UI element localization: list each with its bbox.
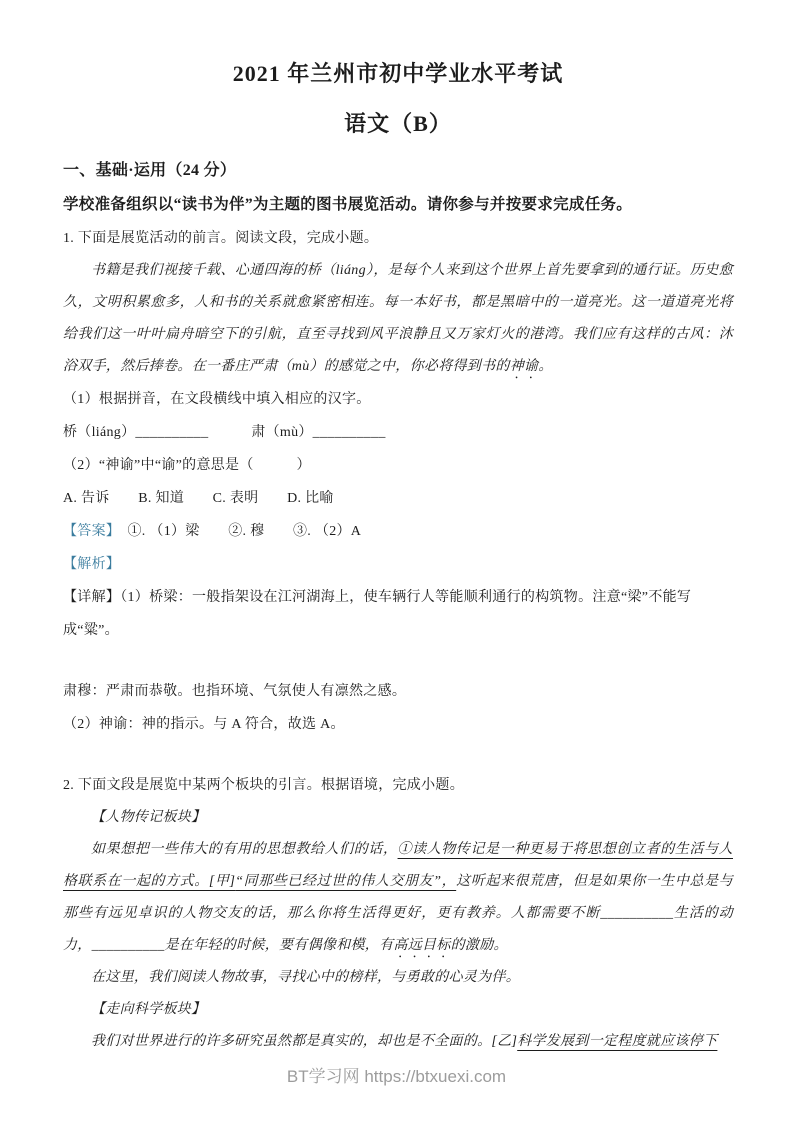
text-segment: （2）神谕：神的指示。与 A 符合，故选 A。 [63, 717, 345, 732]
text-segment: 【详解】（1）桥梁：一般指架设在江河湖海上，使车辆行人等能顺利通行的构筑物。注意“梁”不能写成“粱”。 [63, 590, 692, 638]
question-1-sub1 [63, 383, 733, 416]
question-1-sub2 [63, 449, 733, 482]
question-1-stem [63, 222, 733, 255]
document-title: 2021 年兰州市初中学业水平考试 [232, 61, 564, 86]
question-2-stem [63, 769, 733, 802]
text-segment: 学校准备组织以“读书为伴”为主题的图书展览活动。请你参与并按要求完成任务。 [63, 196, 633, 213]
text-segment: 在这里，我们阅读人物故事，寻找心中的榜样，与勇敢的心灵为伴。 [91, 970, 520, 985]
text-segment: 一、基础·运用（24 分） [63, 162, 237, 179]
science-section-title [63, 994, 733, 1026]
biography-closing-line [63, 962, 733, 994]
analysis-label-line [63, 548, 733, 581]
text-segment: 桥（liáng）__________ 肃（mù）__________ [63, 425, 386, 440]
text-segment: 生活的动力， [63, 906, 733, 953]
document-blocks [63, 154, 733, 1058]
watermark-footer: BT学习网 https://btxuexi.com [286, 1067, 507, 1086]
biography-section-title [63, 802, 733, 834]
text-segment: 2. 下面文段是展览中某两个板块的引言。根据语境，完成小题。 [63, 778, 464, 793]
answer-line [63, 515, 733, 548]
choice-options-line [63, 482, 733, 515]
text-segment: 是在年轻的时候，要有偶像和模，有 [164, 938, 394, 953]
detail-explanation-1 [63, 581, 733, 647]
text-segment: 我们对世界进行的许多研究虽然都是真实的，却也是不全面的。[乙] [91, 1034, 518, 1049]
text-segment: __________ [91, 938, 165, 953]
text-segment: 如果想把一些伟大的有用的思想教给人们的话， [91, 842, 398, 857]
text-segment: （2）“神谕”中“谕”的意思是（ ） [63, 458, 311, 473]
task-intro [63, 188, 733, 222]
text-segment: 书籍是我们视接千载、心通四海的桥（liáng），是每个人来到这个世界上首先要拿到的通行证。历史愈久，文明积累愈多，人和书的关系就愈紧密相连。每一本好书，都是黑暗中的一道亮光。这一道道亮光将给我们这一叶叶扁舟暗空下的引航，直至寻找到风平浪静且又万家灯火的港湾。我们应有这样的古风：沐浴双手，然后捧卷。在一番庄严肃（mù）的感觉之中，你必将得到书的 [63, 263, 733, 374]
detail-explanation-3 [63, 708, 733, 741]
colored-label: 【解析】 [63, 557, 121, 572]
text-segment: A. 告诉 B. 知道 C. 表明 D. 比喻 [63, 491, 334, 506]
text-segment: 【人物传记板块】 [91, 810, 206, 825]
text-segment: 肃穆：严肃而恭敬。也指环境、气氛使人有凛然之感。 [63, 684, 407, 699]
emphasized-text: 高远目标 [393, 938, 451, 953]
underlined-text: 科学发展到一定程度就应该停下 [517, 1034, 718, 1049]
text-segment: 。 [538, 359, 553, 374]
text-segment: 1. 下面是展览活动的前言。阅读文段，完成小题。 [63, 231, 379, 246]
science-passage [63, 1026, 733, 1058]
text-segment: （1）根据拼音，在文段横线中填入相应的汉字。 [63, 392, 371, 407]
question-1-passage [63, 255, 733, 383]
text-segment: ①. （1）梁 ②. 穆 ③. （2）A [113, 524, 362, 539]
detail-explanation-2 [63, 675, 733, 708]
section-heading [63, 154, 733, 188]
text-segment: 的激励。 [450, 938, 508, 953]
text-segment: 这听起来很荒唐，但是如果你一生中总是与那些有远见卓识的人物交友的话，那么你将生活得更好，更有教养。人都需要不断 [63, 874, 734, 921]
document-subtitle: 语文（B） [344, 111, 452, 136]
text-segment: __________ [600, 906, 674, 921]
colored-label: 【答案】 [63, 524, 114, 539]
fill-in-blanks-line [63, 416, 733, 449]
underlined-text: ①读人物传记是一种更易于将思想创立者的生活与人格联系在一起的方式。[甲] [63, 842, 733, 889]
underlined-text: “同那些已经过世的伟人交朋友”， [235, 874, 457, 889]
text-segment: 【走向科学板块】 [91, 1002, 206, 1017]
emphasized-text: 神谕 [509, 359, 539, 374]
biography-passage [63, 834, 733, 962]
